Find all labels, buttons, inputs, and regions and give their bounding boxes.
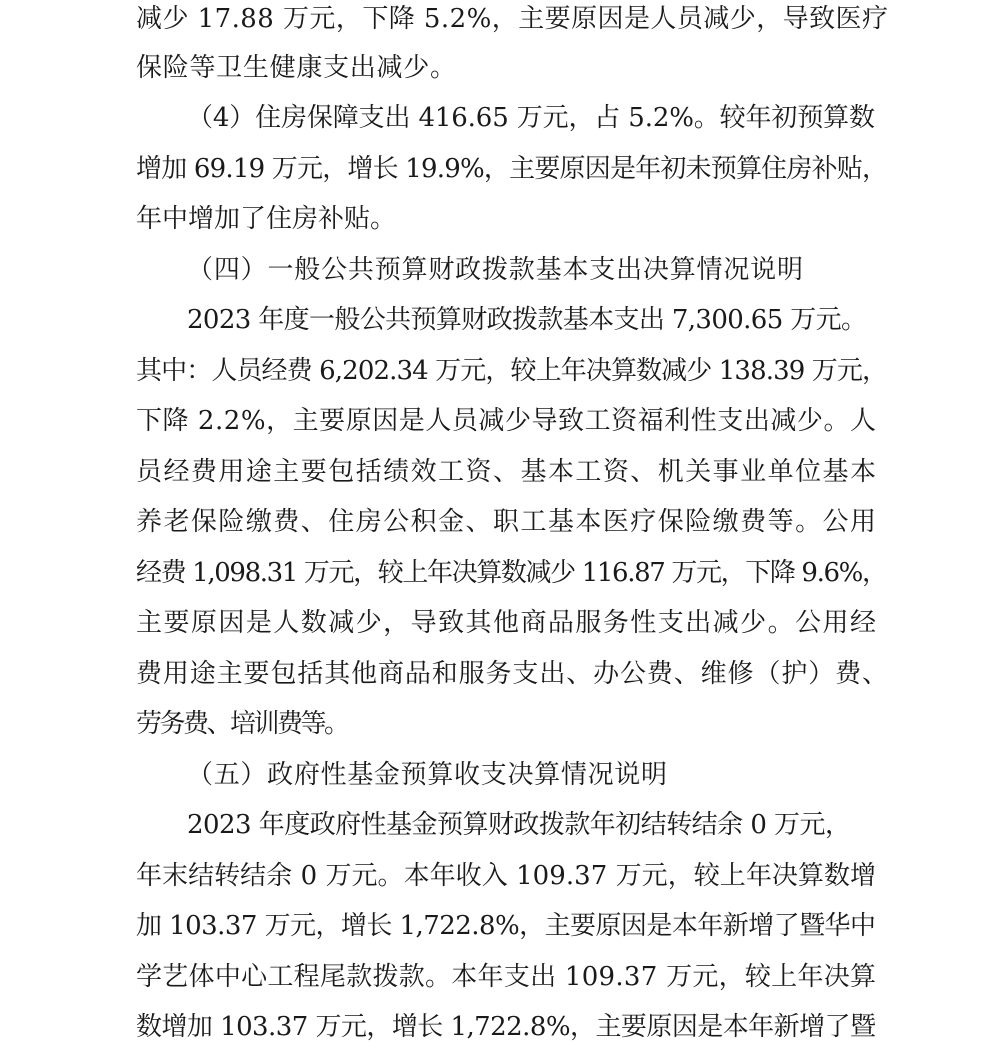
text-line: 下降 2.2%，主要原因是人员减少导致工资福利性支出减少。人 xyxy=(136,406,877,436)
text-line: 2023 年度一般公共预算财政拨款基本支出 7,300.65 万元。 xyxy=(187,305,867,335)
text-line: 劳务费、培训费等。 xyxy=(136,709,348,739)
text-line: 数增加 103.37 万元，增长 1,722.8%，主要原因是本年新增了暨 xyxy=(136,1012,876,1042)
text-line: 年中增加了住房补贴。 xyxy=(136,204,396,234)
text-line: 加 103.37 万元，增长 1,722.8%，主要原因是本年新增了暨华中 xyxy=(136,911,876,941)
text-line: 2023 年度政府性基金预算财政拨款年初结转结余 0 万元， xyxy=(187,810,851,840)
text-line: 费用途主要包括其他商品和服务支出、办公费、维修（护）费、 xyxy=(136,659,889,689)
section-heading: （五）政府性基金预算收支决算情况说明 xyxy=(187,760,668,790)
text-line: 减少 17.88 万元，下降 5.2%，主要原因是人员减少，导致医疗 xyxy=(136,4,889,34)
text-line: 保险等卫生健康支出减少。 xyxy=(136,53,457,83)
text-line: 学艺体中心工程尾款拨款。本年支出 109.37 万元，较上年决算 xyxy=(136,962,877,992)
text-line: 年末结转结余 0 万元。本年收入 109.37 万元，较上年决算数增 xyxy=(136,861,877,891)
text-line: 增加 69.19 万元，增长 19.9%，主要原因是年初未预算住房补贴， xyxy=(136,154,888,184)
text-line: 经费 1,098.31 万元，较上年决算数减少 116.87 万元，下降 9.6%， xyxy=(136,558,887,588)
text-line: 其中：人员经费 6,202.34 万元，较上年决算数减少 138.39 万元， xyxy=(136,356,888,386)
text-line: 主要原因是人数减少，导致其他商品服务性支出减少。公用经 xyxy=(136,608,878,638)
text-line: 员经费用途主要包括绩效工资、基本工资、机关事业单位基本 xyxy=(136,457,878,487)
section-heading: （四）一般公共预算财政拨款基本支出决算情况说明 xyxy=(187,255,804,285)
text-line: （4）住房保障支出 416.65 万元，占 5.2%。较年初预算数 xyxy=(187,103,875,133)
text-line: 养老保险缴费、住房公积金、职工基本医疗保险缴费等。公用 xyxy=(136,507,878,537)
